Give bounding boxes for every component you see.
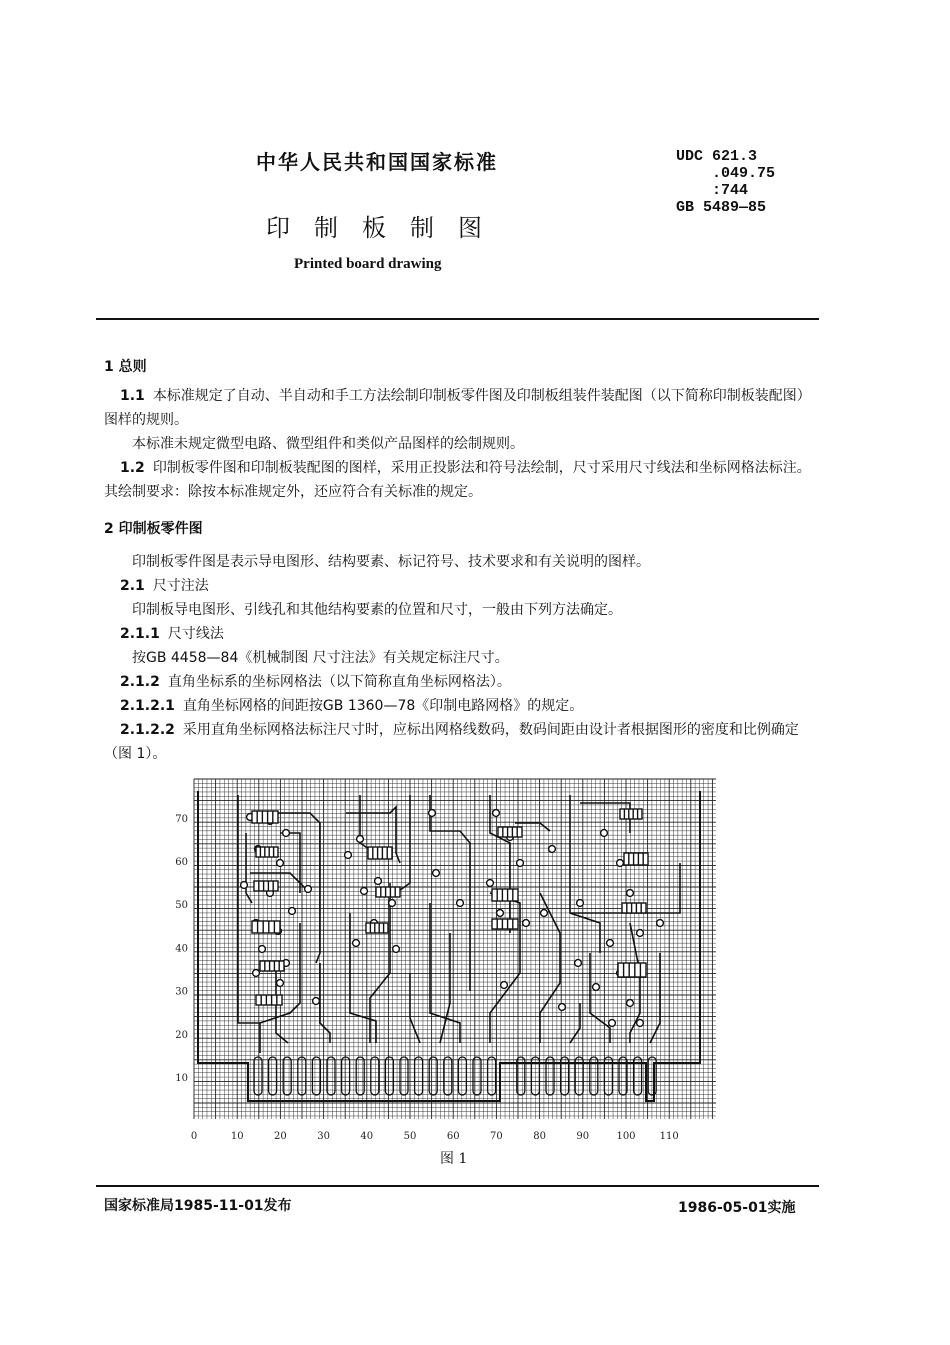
y-tick-label: 40 <box>175 943 188 955</box>
pad <box>277 860 284 867</box>
connector-finger <box>444 1057 452 1095</box>
y-axis-labels <box>175 814 188 1084</box>
resistor-block <box>256 847 278 857</box>
pad <box>617 860 624 867</box>
pad <box>493 810 500 817</box>
x-tick-label: 60 <box>446 1131 460 1142</box>
pad <box>627 890 634 897</box>
pad <box>313 998 320 1005</box>
figure-1-board-drawing <box>160 773 730 1145</box>
section-2-heading: 2 印制板零件图 <box>104 521 203 537</box>
pad <box>607 940 614 947</box>
resistor-block <box>260 961 284 971</box>
pad <box>575 960 582 967</box>
resistor-block <box>620 809 642 819</box>
y-tick-label: 70 <box>175 813 188 825</box>
x-tick-label: 30 <box>317 1131 330 1142</box>
para-2-1b: 印制板导电图形、引线孔和其他结构要素的位置和尺寸，一般由下列方法确定。 <box>132 602 622 618</box>
pad <box>393 946 400 953</box>
pad <box>593 984 600 991</box>
udc-line: .049.75 <box>676 165 776 182</box>
connector-finger <box>327 1057 335 1095</box>
pad <box>523 920 530 927</box>
coordinate-grid <box>194 779 716 1119</box>
pad <box>353 940 360 947</box>
figure-caption: 图 1 <box>440 1151 468 1167</box>
clause-number: 2.1.2 <box>120 674 160 690</box>
section-1-heading: 1 总则 <box>104 359 147 375</box>
pad <box>517 860 524 867</box>
effective-date: 1986-05-01实施 <box>678 1200 796 1216</box>
resistor-block <box>492 919 518 929</box>
para-1-1 <box>104 384 818 432</box>
x-tick-label: 40 <box>360 1131 374 1142</box>
para-2-intro: 印制板零件图是表示导电图形、结构要素、标记符号、技术要求和有关说明的图样。 <box>132 554 650 570</box>
pad <box>259 946 266 953</box>
connector-finger <box>473 1057 481 1095</box>
para-1-1b: 本标准未规定微型电路、微型组件和类似产品图样的绘制规则。 <box>132 436 524 452</box>
y-tick-label: 30 <box>175 986 188 998</box>
para-1-2 <box>104 456 818 504</box>
para-2-1-1b: 按GB 4458—84《机械制图 尺寸注法》有关规定标注尺寸。 <box>132 650 509 666</box>
pad <box>253 970 260 977</box>
y-tick-label: 50 <box>175 900 188 912</box>
clause-text: 本标准规定了自动、半自动和手工方法绘制印制板零件图及印制板组装件装配图（以下简称印制板装配图）图样的规则。 <box>104 388 811 428</box>
resistor-block <box>376 887 400 897</box>
clause-number: 1.2 <box>120 460 145 476</box>
para-2-1-2 <box>104 670 818 694</box>
pad <box>609 1020 616 1027</box>
resistor-block <box>624 853 648 865</box>
pad <box>429 810 436 817</box>
pad <box>627 1000 634 1007</box>
clause-number: 2.1.2.2 <box>120 722 175 738</box>
connector-finger <box>283 1057 291 1095</box>
clause-text: 采用直角坐标网格法标注尺寸时，应标出网格线数码，数码间距由设计者根据图形的密度和比例确定（图 1）。 <box>104 722 799 762</box>
clause-text: 尺寸注法 <box>152 578 209 594</box>
pad <box>433 870 440 877</box>
x-tick-label: 10 <box>230 1131 244 1142</box>
y-tick-label: 60 <box>175 857 188 868</box>
pad <box>345 852 352 859</box>
x-axis-labels <box>191 1131 679 1142</box>
pad <box>289 908 296 915</box>
resistor-block <box>252 811 278 823</box>
connector-finger <box>488 1057 496 1095</box>
clause-text: 尺寸线法 <box>167 626 224 642</box>
pad <box>305 886 312 893</box>
y-tick-label: 20 <box>175 1029 188 1041</box>
pad <box>361 888 368 895</box>
pad <box>549 846 556 853</box>
udc-line: UDC 621.3 <box>676 148 758 165</box>
x-tick-label: 50 <box>403 1131 417 1142</box>
resistor-block <box>622 903 646 913</box>
resistor-block <box>492 889 518 901</box>
pad <box>657 920 664 927</box>
clause-number: 1.1 <box>120 388 145 404</box>
connector-finger <box>356 1057 364 1095</box>
pad <box>601 830 608 837</box>
resistor-block <box>254 881 278 891</box>
publish-date: 国家标准局1985-11-01发布 <box>104 1198 292 1214</box>
clause-number: 2.1 <box>120 578 145 594</box>
resistor-block <box>618 963 646 977</box>
udc-block <box>676 148 775 216</box>
pad <box>637 930 644 937</box>
pad <box>357 836 364 843</box>
pad <box>389 900 396 907</box>
pad <box>457 900 464 907</box>
connector-finger <box>371 1057 379 1095</box>
clause-number: 2.1.2.1 <box>120 698 175 714</box>
clause-text: 直角坐标网格的间距按GB 1360—78《印制电路网格》的规定。 <box>182 698 584 714</box>
resistor-block <box>366 923 388 933</box>
pad <box>559 1004 566 1011</box>
clause-text: 印制板零件图和印制板装配图的图样，采用正投影法和符号法绘制，尺寸采用尺寸线法和坐标网格法标注。其绘制要求：除按本标准规定外，还应符合有关标准的规定。 <box>104 460 811 500</box>
title-chinese: 印制板制图 <box>266 214 506 242</box>
pad <box>277 980 284 987</box>
y-tick-label: 10 <box>175 1073 188 1084</box>
resistor-block <box>256 995 282 1005</box>
pad <box>501 982 508 989</box>
udc-line: :744 <box>676 182 749 199</box>
connector-finger <box>458 1057 466 1095</box>
pad <box>541 910 548 917</box>
title-english: Printed board drawing <box>294 256 442 272</box>
x-tick-label: 80 <box>533 1131 546 1142</box>
pad <box>497 910 504 917</box>
pad <box>577 900 584 907</box>
gb-number: GB 5489—85 <box>676 199 767 216</box>
resistor-block <box>368 847 392 859</box>
x-tick-label: 20 <box>274 1131 287 1142</box>
para-2-1-1 <box>104 622 818 646</box>
para-2-1-2-1 <box>104 694 818 718</box>
x-tick-label: 70 <box>490 1131 503 1142</box>
para-2-1-2-2 <box>104 718 818 766</box>
pad <box>283 830 290 837</box>
x-tick-label: 110 <box>659 1131 679 1142</box>
resistor-block <box>498 827 522 837</box>
connector-finger <box>254 1057 262 1095</box>
pad <box>487 880 494 887</box>
clause-text: 直角坐标系的坐标网格法（以下简称直角坐标网格法）。 <box>167 674 511 690</box>
pad <box>375 878 382 885</box>
standard-name: 中华人民共和国国家标准 <box>256 150 498 174</box>
resistor-block <box>252 921 280 933</box>
conductor-traces <box>238 795 680 1053</box>
connector-finger <box>385 1057 393 1095</box>
footer-rule <box>96 1185 819 1187</box>
connector-finger <box>269 1057 277 1095</box>
pad <box>637 1020 644 1027</box>
x-tick-label: 90 <box>576 1131 590 1142</box>
header-rule <box>96 318 819 320</box>
x-tick-label: 100 <box>616 1131 636 1142</box>
clause-number: 2.1.1 <box>120 626 160 642</box>
pad <box>241 882 248 889</box>
x-tick-label: 0 <box>190 1131 198 1142</box>
para-2-1 <box>104 574 818 598</box>
